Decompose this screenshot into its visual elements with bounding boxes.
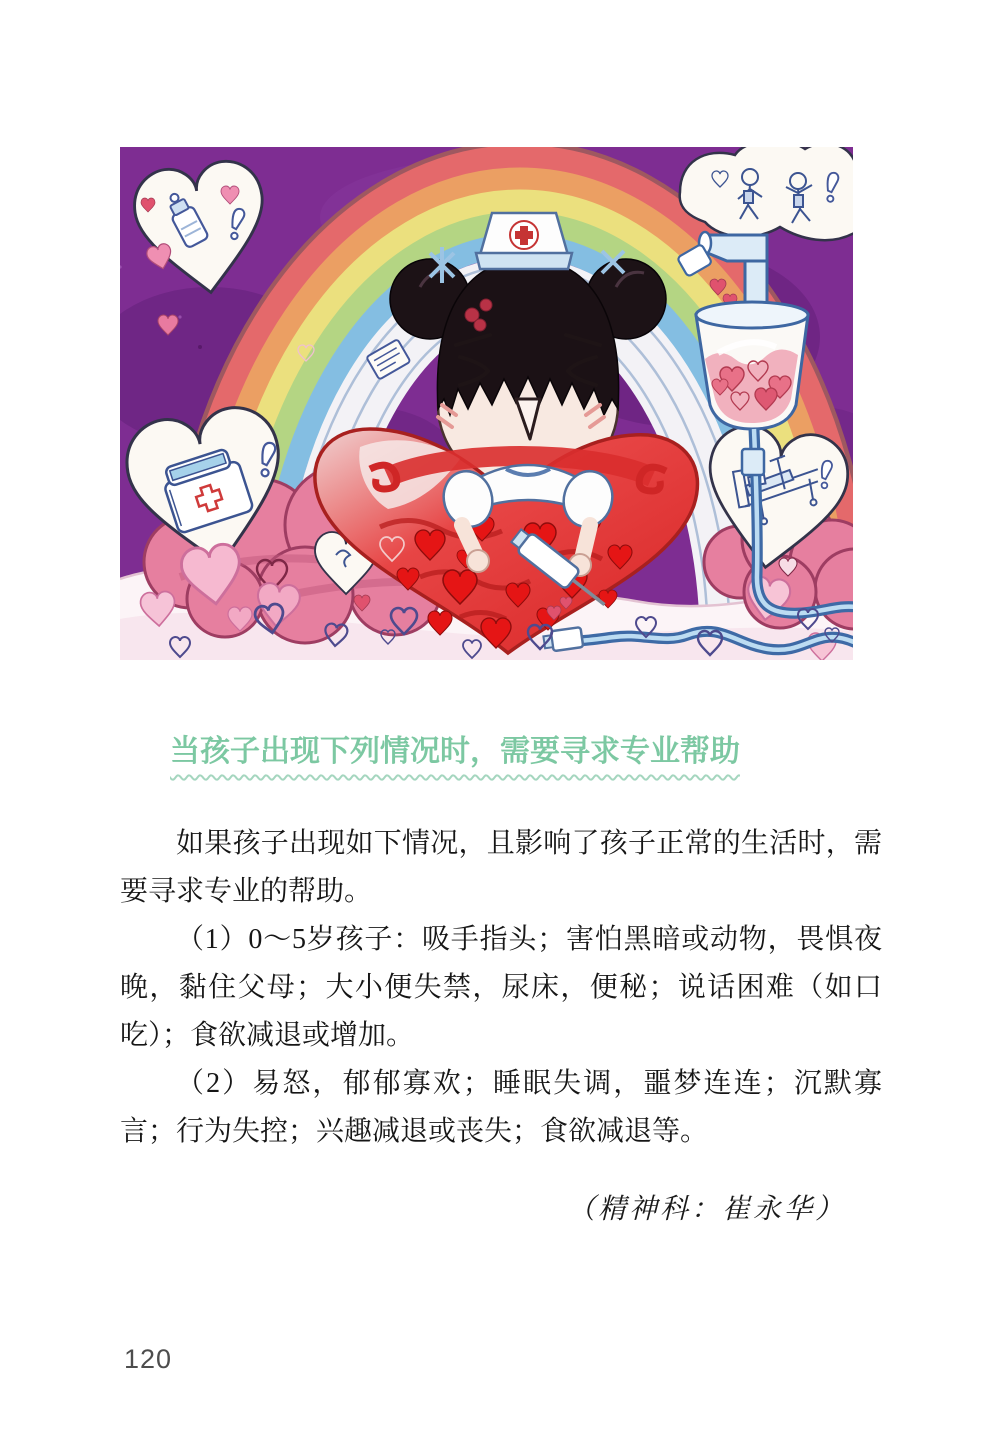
page-number: 120 — [124, 1344, 173, 1374]
nurse-cap-icon — [476, 213, 572, 269]
paragraph-intro: 如果孩子出现如下情况，且影响了孩子正常的生活时，需要寻求专业的帮助。 — [120, 828, 882, 907]
crayon-drawing-figure — [120, 147, 853, 660]
paragraph-item-1: （1）0～5岁孩子：吸手指头；害怕黑暗或动物，畏惧夜晚，黏住父母；大小便失禁，尿床，便秘；说话困难（如口吃）；食欲减退或增加。 — [120, 924, 882, 1051]
body-text — [120, 820, 882, 1234]
section-heading-text: 当孩子出现下列情况时，需要寻求专业帮助 — [170, 734, 740, 769]
section-heading — [170, 726, 740, 770]
paragraph-item-2: （2）易怒，郁郁寡欢；睡眠失调，噩梦连连；沉默寡言；行为失控；兴趣减退或丧失；食欲减退等。 — [120, 1068, 882, 1147]
attribution: （精神科：崔永华） — [566, 1194, 846, 1225]
crayon-drawing-svg — [120, 147, 853, 660]
